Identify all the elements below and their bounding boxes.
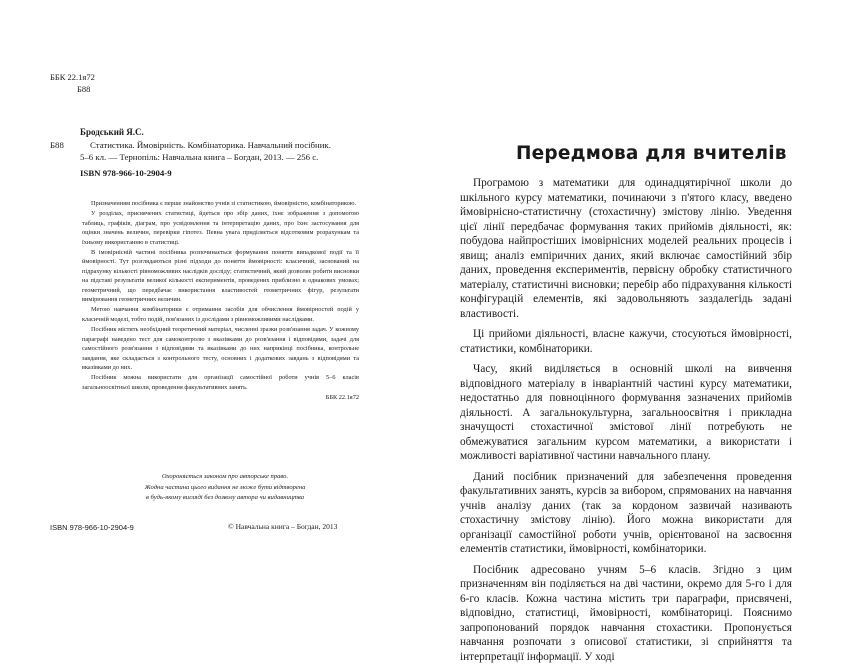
annotation-paragraph: У розділах, присвячених статистиці, йдеться про збір даних, їхнє зображення з допомогою таблиць, графіків, діаграм, про усвідомлення та інтерпретацію даних, про їхнє застосування для оцінки значень величин, перевірки гіпотез. Певна увага приділяється відсотковим розрахункам та їхньому використанню в статистиці. [82,210,359,246]
copyright-notice-line: Жодна частина цього видання не може бути відтворена [144,483,306,491]
bottom-copyright: © Навчальна книга – Богдан, 2013 [228,522,338,531]
copyright-notice-line: в будь-якому вигляді без дозволу автора чи видавництва [145,494,305,501]
bibliographic-line-2: 5–6 кл. — Тернопіль: Навчальна книга – Богдан, 2013. — 256 с. [80,152,319,162]
copyright-notice [100,472,350,504]
isbn-line: ISBN 978-966-10-2904-9 [80,168,172,178]
catalog-mark: Б88 [50,140,64,150]
preface-paragraph: Часу, який виділяється в основній школі на вивчення відповідного матеріалу в інваріантній частині курсу математики, недостатньо для повноцінного формування зазначених прийомів діяльності. А загальнокультурна, загальноосвітня і прикладна значущості стохастичної змістової лінії потребують не обмежуватися загальним курсом математики, а використати і можливості варіативної частини навчального плану. [460,363,792,462]
left-page [0,0,423,600]
preface-heading: Передмова для вчителів [516,143,787,164]
preface-paragraph: Посібник адресовано учням 5–6 класів. Згідно з цим призначенням він поділяється на дві частини, окремо для 5-го і для 6-го класів. Кожна частина містить три параграфи, присвячені, відповідно, статистиці, ймовірності, комбінаториці. Пояснимо запропонований порядок навчання стохастики. Пропонується навчання розпочати з описової статистики, зі сприйняття та інтерпретації інформації. У ході [460,563,792,663]
annotation-paragraph: Метою навчання комбінаторики є отримання засобів для обчислення ймовірностей подій у класичній моделі, тобто подій, пов'язаних із дослідами з рівноможливими наслідками. [82,306,359,323]
bbk-author-mark: Б88 [77,84,91,94]
annotation-block [82,199,359,403]
annotation-paragraph: Призначенням посібника є перше знайомство учнів зі статистикою, ймовірністю, комбінаторикою. [91,200,357,207]
annotation-paragraph: В імовірнісній частині посібника розпочинається формування поняття випадкової події та її ймовірності. Тут розглядаються різні підходи до поняття ймовірності: класичний, заснований на підрахунку кількості рівноможливих наслідків досліду; статистичний, який дозволяє робити висновки на підставі результатів великої кількості експериментів, проведених приблизно в однакових умовах; геометричний, що передбачає використання властивостей геометричних фігур, результати вимірювання геометричних величин. [82,249,359,304]
bbk-code: ББК 22.1я72 [50,72,95,82]
annotation-paragraph: Посібник можна використати для організації самостійної роботи учнів 5–6 класів загальноосвітньої школи, проведення факультативних занять. [82,374,359,391]
author-name: Бродський Я.С. [80,127,144,137]
preface-body [460,176,792,670]
annotation-bbk: ББК 22.1я72 [325,394,359,402]
annotation-paragraph: Посібник містить необхідний теоретичний матеріал, численні зразки розв'язання задач. У кожному параграфі наведено тест для самоконтролю з вказівками до розв'язання і відповідями, задачі для самостійного розв'язання з відповідями та вказівками до них наприкінці посібника, контрольне завдання, яке складається з контрольного тесту, основних і додаткових завдань з відповідями та вказівками до них. [82,326,359,371]
preface-paragraph: Програмою з математики для одинадцятирічної школи до шкільного курсу математики, починаючи з п'ятого класу, введено ймовірнісно-статистичну (стохастичну) змістову лінію. Уведення цієї лінії передбачає формування таких прийомів діяльності, як: побудова найпростіших імовірнісних моделей реальних процесів і явищ; аналіз емпіричних даних, який включає самостійний збір даних, проведення експериментів, первісну обробку статистичного матеріалу, статистичні висновки; перебір або підрахування кількості конфігурацій елементів, які задовольняють заздалегідь задані властивості. [460,177,792,320]
copyright-notice-line: Охороняється законом про авторське право. [161,473,289,480]
bottom-isbn: ISBN 978-966-10-2904-9 [50,523,134,532]
bibliographic-line-1: Статистика. Ймовірність. Комбінаторика. Навчальний посібник. [90,140,331,150]
preface-paragraph: Даний посібник призначений для забезпечення проведення факультативних занять, курсів за вибором, спрямованих на навчання учнів аналізу даних (так за кордоном зазвичай називають стохастичну змістову лінію). Його можна використати для організації самостійної роботи учнів, орієнтованої на засвоєння елементів статистики, ймовірності, комбінаторики. [460,470,792,555]
preface-paragraph: Ці прийоми діяльності, власне кажучи, стосуються ймовірності, статистики, комбінаторики. [460,328,792,355]
